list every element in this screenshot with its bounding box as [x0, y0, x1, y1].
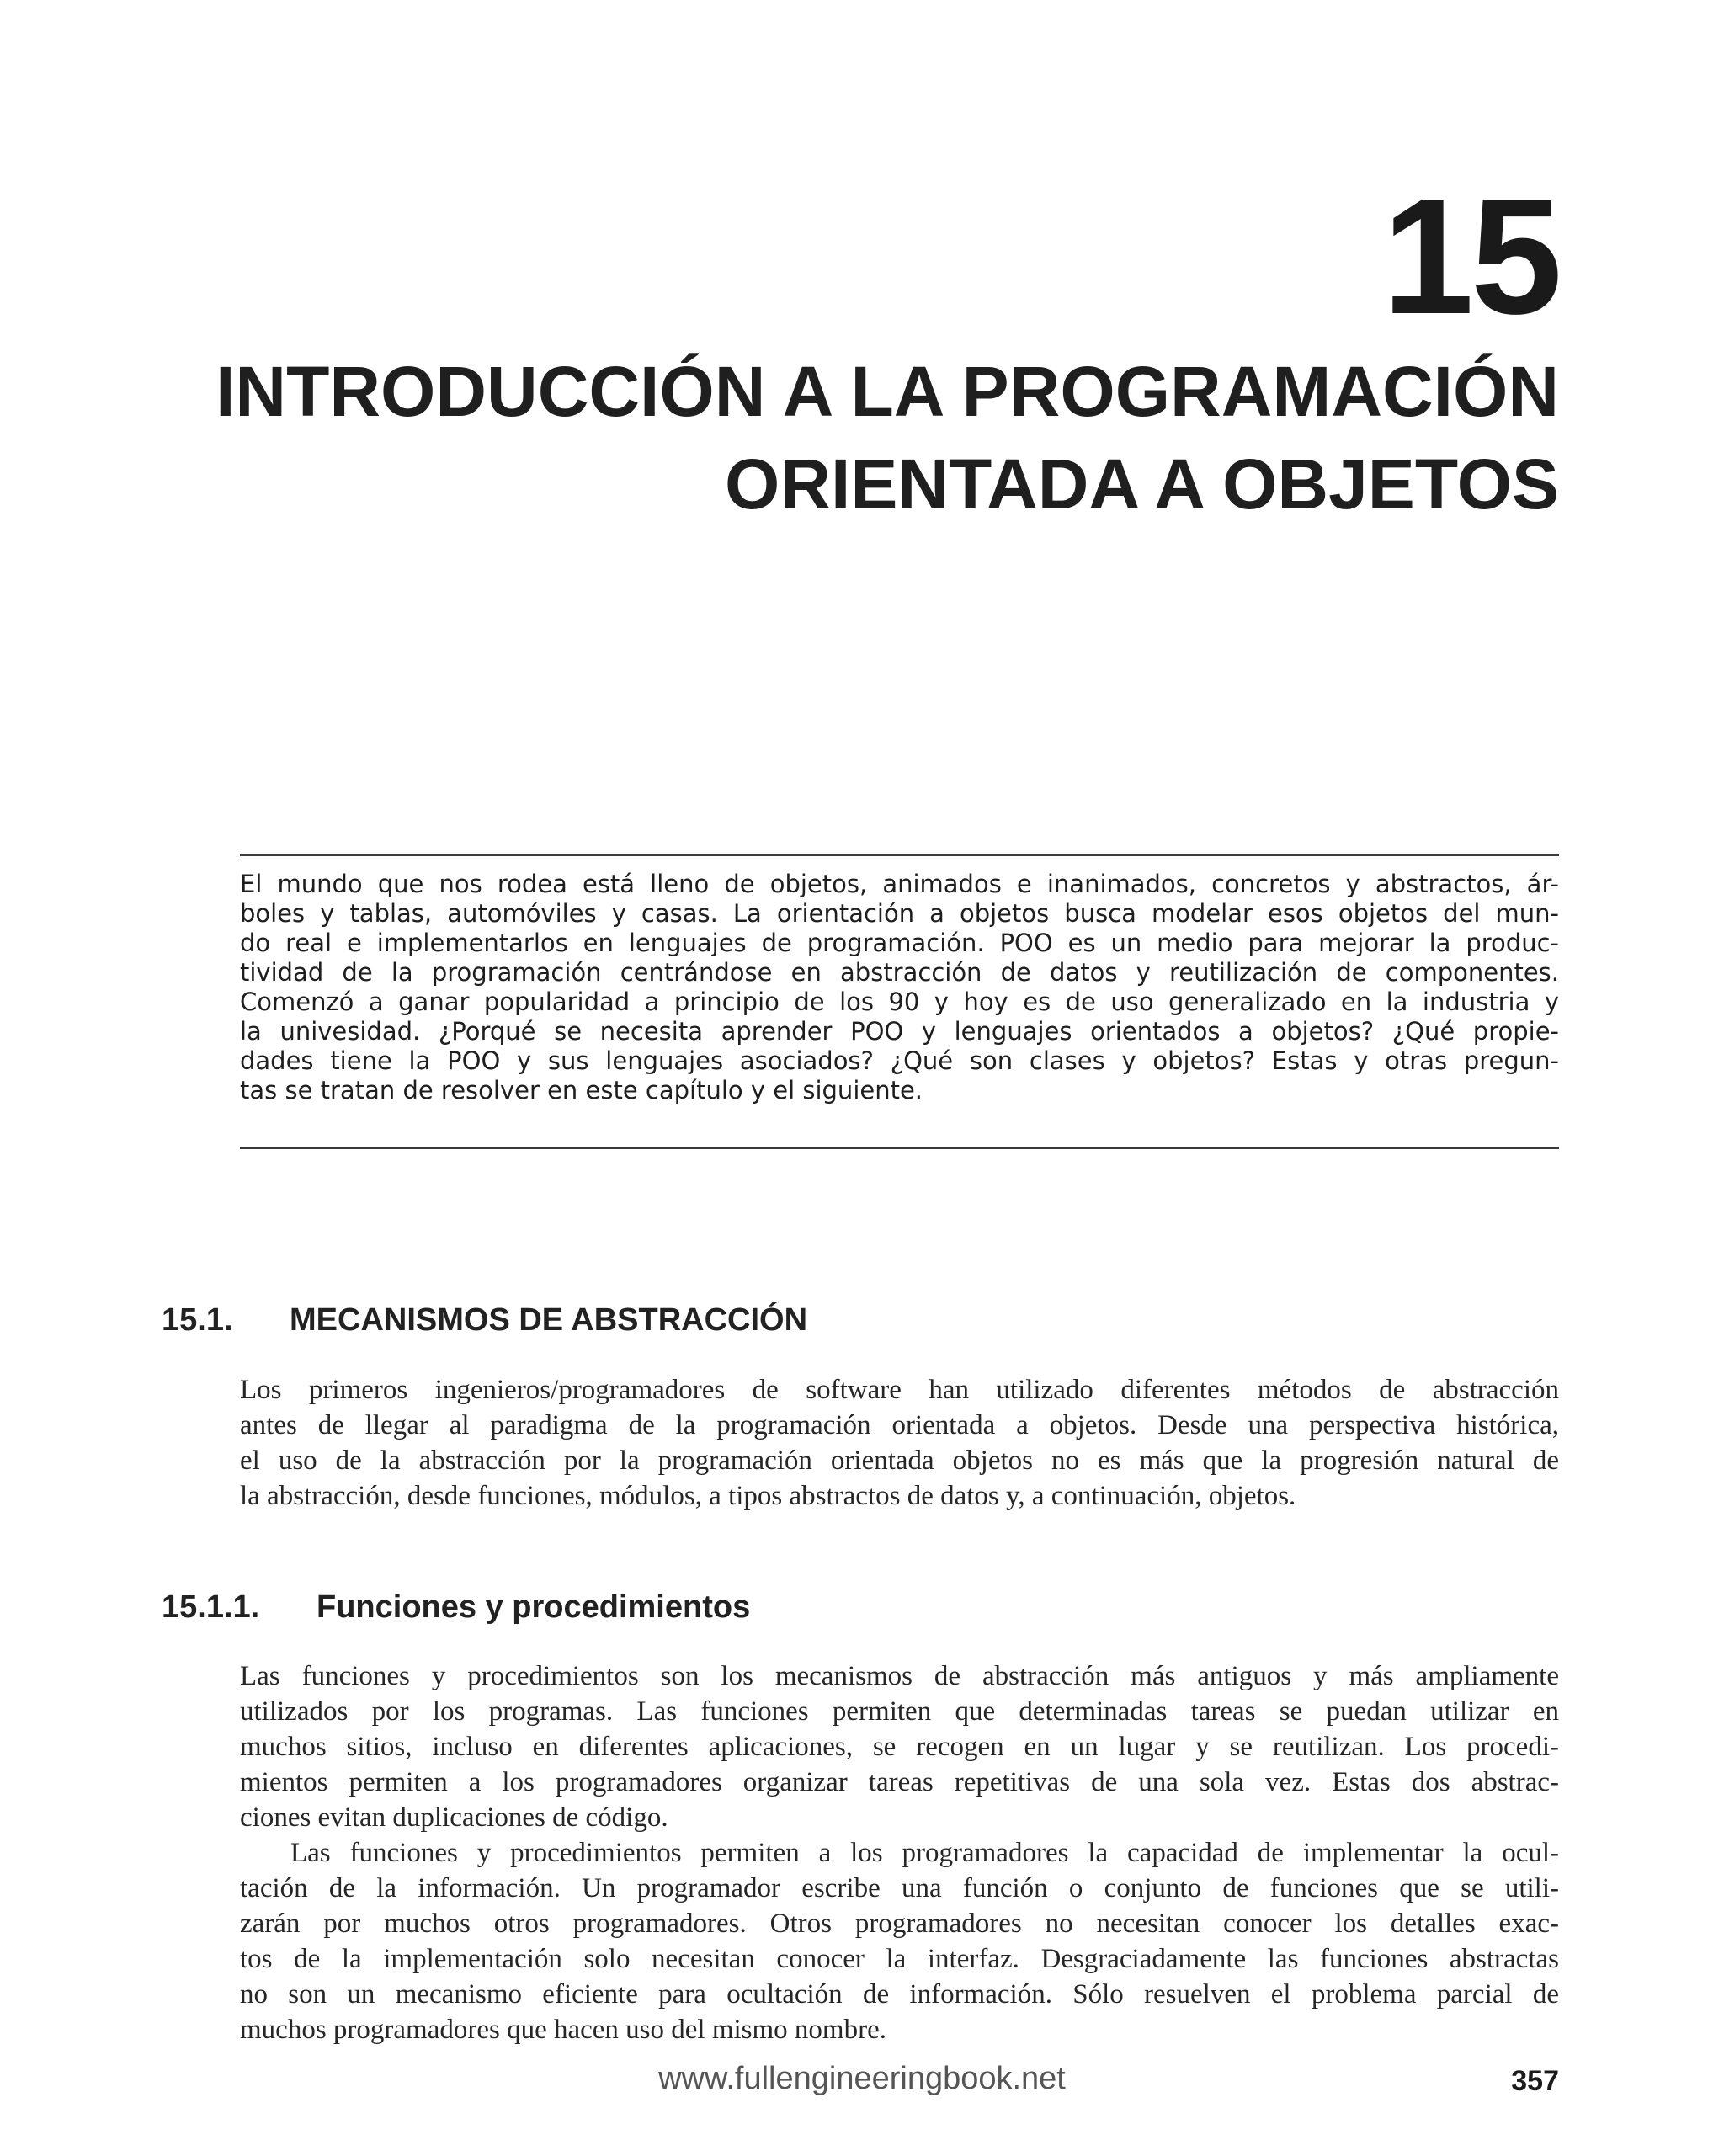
abstract-line: boles y tablas, automóviles y casas. La orientación a objetos busca modelar esos objetos del mun-	[240, 899, 1559, 928]
paragraph-line: tación de la información. Un programador escribe una función o conjunto de funciones que se utili-	[240, 1873, 1559, 1903]
subsection-heading	[162, 1588, 750, 1626]
section-title: MECANISMOS DE ABSTRACCIÓN	[290, 1302, 808, 1338]
paragraph-line: la abstracción, desde funciones, módulos, a tipos abstractos de datos y, a continuación, objetos.	[240, 1481, 1296, 1511]
subsection-paragraph-2	[240, 1835, 1559, 2047]
paragraph-line: utilizados por los programas. Las funciones permiten que determinadas tareas se puedan utilizar en	[240, 1696, 1559, 1727]
abstract-line: la univesidad. ¿Porqué se necesita aprender POO y lenguajes orientados a objetos? ¿Qué propie-	[240, 1017, 1559, 1046]
page-number: 357	[1511, 2065, 1559, 2097]
paragraph-line: Las funciones y procedimientos son los mecanismos de abstracción más antiguos y más ampliamente	[240, 1661, 1559, 1691]
section-paragraph	[240, 1372, 1559, 1514]
paragraph-line: antes de llegar al paradigma de la programación orientada a objetos. Desde una perspectiva histórica,	[240, 1410, 1559, 1440]
paragraph-line: el uso de la abstracción por la programación orientada objetos no es más que la progresión natural de	[240, 1445, 1559, 1476]
abstract-text	[240, 870, 1559, 1105]
subsection-paragraph-1	[240, 1658, 1559, 1835]
paragraph-line: zarán por muchos otros programadores. Otros programadores no necesitan conocer los detalles exac-	[240, 1908, 1559, 1939]
abstract-line: Comenzó a ganar popularidad a principio de los 90 y hoy es de uso generalizado en la industria y	[240, 988, 1559, 1016]
chapter-title-line: ORIENTADA A OBJETOS	[725, 445, 1559, 524]
section-heading	[162, 1301, 807, 1339]
abstract-line: El mundo que nos rodea está lleno de objetos, animados e inanimados, concretos y abstractos, ár-	[240, 870, 1559, 898]
section-number: 15.1.	[162, 1302, 233, 1338]
paragraph-line: tos de la implementación solo necesitan conocer la interfaz. Desgraciadamente las funciones abstractas	[240, 1944, 1559, 1974]
abstract-box	[240, 854, 1559, 1149]
chapter-title-line: INTRODUCCIÓN A LA PROGRAMACIÓN	[216, 352, 1559, 431]
chapter-number: 15	[1381, 164, 1559, 349]
subsection-title: Funciones y procedimientos	[317, 1589, 751, 1625]
paragraph-line: muchos programadores que hacen uso del mismo nombre.	[240, 2015, 886, 2045]
abstract-line: dades tiene la POO y sus lenguajes asociados? ¿Qué son clases y objetos? Estas y otras pregun-	[240, 1046, 1559, 1075]
abstract-line: do real e implementarlos en lenguajes de programación. POO es un medio para mejorar la produc-	[240, 929, 1559, 957]
paragraph-line: muchos sitios, incluso en diferentes aplicaciones, se recogen en un lugar y se reutilizan. Los procedi-	[240, 1732, 1559, 1762]
chapter-title	[128, 345, 1559, 530]
paragraph-line: no son un mecanismo eficiente para ocultación de información. Sólo resuelven el problema parcial de	[240, 1979, 1559, 2010]
paragraph-line: ciones evitan duplicaciones de código.	[240, 1802, 668, 1833]
paragraph-line: Las funciones y procedimientos permiten a los programadores la capacidad de implementar la ocul-	[290, 1838, 1559, 1868]
paragraph-line: mientos permiten a los programadores organizar tareas repetitivas de una sola vez. Estas dos abstrac-	[240, 1767, 1559, 1797]
paragraph-line: Los primeros ingenieros/programadores de software han utilizado diferentes métodos de abstracción	[240, 1375, 1559, 1405]
abstract-line: tividad de la programación centrándose en abstracción de datos y reutilización de componentes.	[240, 958, 1559, 987]
footer-url: www.fullengineeringbook.net	[658, 2061, 1066, 2096]
subsection-number: 15.1.1.	[162, 1589, 260, 1625]
abstract-line: tas se tratan de resolver en este capítulo y el siguiente.	[240, 1076, 923, 1105]
